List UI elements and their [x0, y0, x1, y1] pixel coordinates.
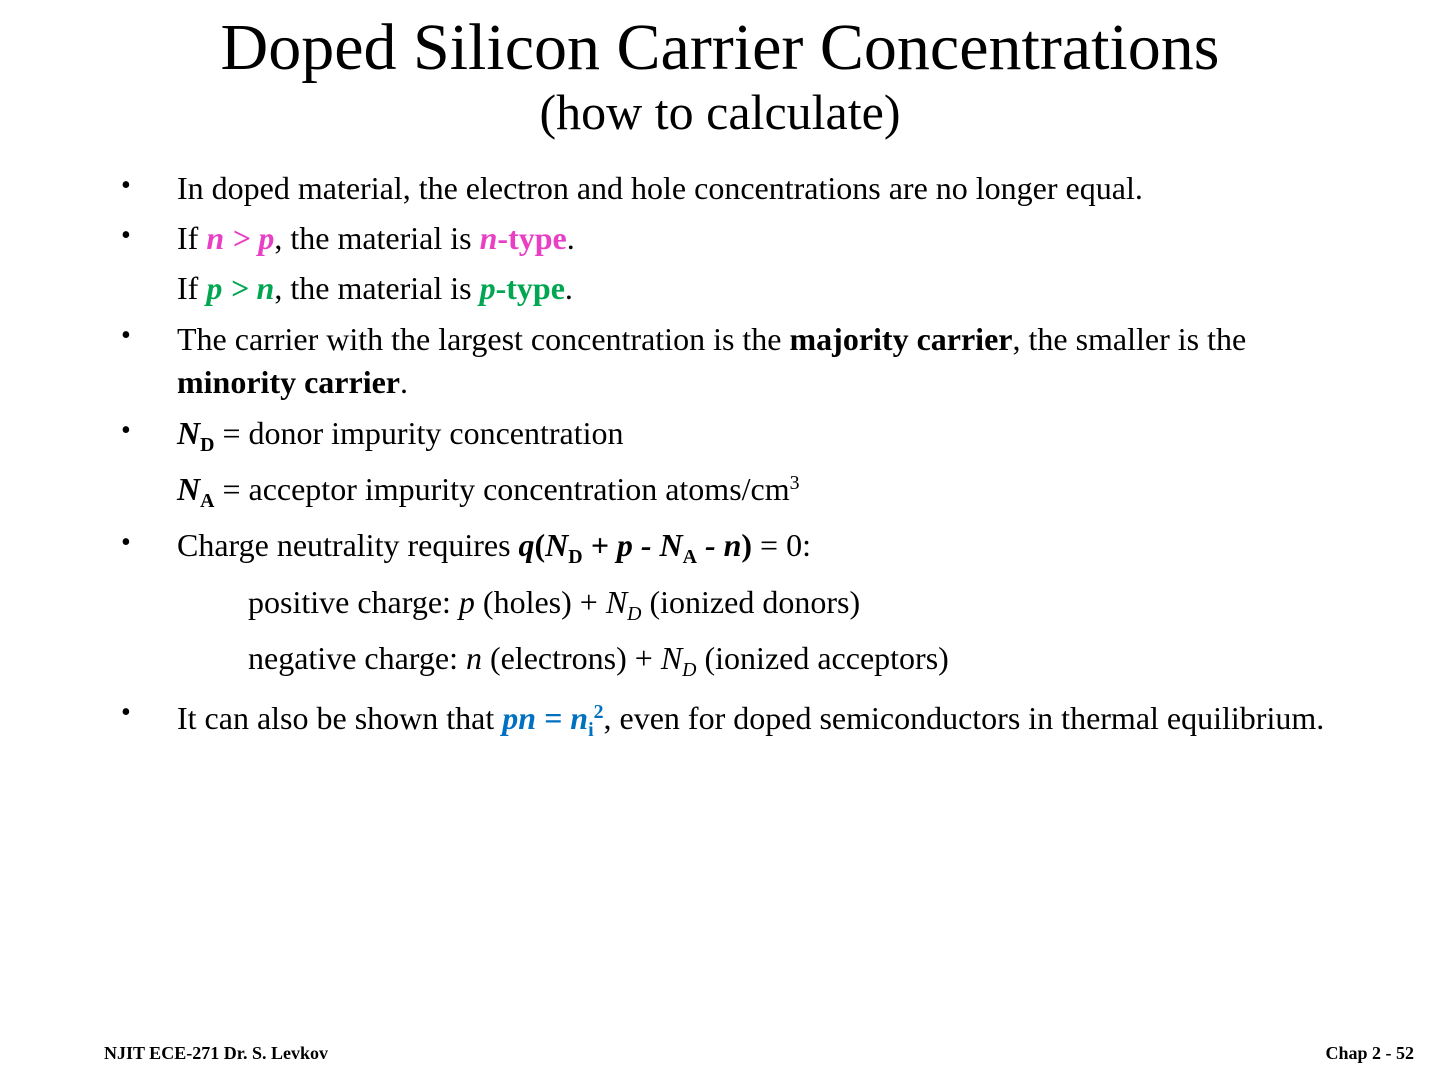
footer-page-number: Chap 2 - 52	[1325, 1043, 1414, 1063]
na-subscript: A	[200, 489, 215, 512]
nd-symbol: N	[660, 640, 683, 676]
ni-exponent: 2	[593, 701, 604, 724]
bullet-text-majority-minority	[177, 318, 1357, 404]
n-type-letter: n	[479, 220, 498, 256]
bullet-text-mass-action-law	[177, 694, 1327, 742]
paren-open: (	[534, 527, 546, 563]
text-run: In doped material, the electron and hole concentrations are no longer equal.	[177, 170, 1143, 206]
p-type-suffix: -type	[495, 270, 565, 306]
text-run: .	[564, 270, 573, 306]
text-run: It can also be shown that	[177, 700, 503, 736]
text-run: (ionized acceptors)	[696, 640, 949, 676]
line-negative-charge	[248, 638, 949, 681]
line-positive-charge	[248, 582, 861, 625]
text-run: If	[177, 220, 207, 256]
bullet-marker: •	[121, 320, 131, 351]
bullet-text-charge-neutrality	[177, 525, 811, 568]
nd-symbol: N	[177, 415, 201, 451]
line-acceptor-concentration	[177, 469, 800, 512]
bullet-marker: •	[121, 220, 131, 251]
na-subscript: A	[682, 545, 697, 568]
nd-symbol: N	[545, 527, 569, 563]
text-run: Charge neutrality requires	[177, 527, 519, 563]
text-run: = acceptor impurity concentration atoms/cm	[214, 471, 790, 507]
na-symbol: N	[177, 471, 201, 507]
text-run: , the smaller is the	[1012, 321, 1247, 357]
p-greater-n-condition: p > n	[206, 270, 275, 306]
n-type-suffix: -type	[497, 220, 567, 256]
minority-carrier-term: minority carrier	[177, 364, 400, 400]
n-variable: n	[465, 640, 482, 676]
text-run: , even for doped semiconductors in thermal equilibrium.	[603, 700, 1325, 736]
nd-subscript: D	[627, 602, 642, 625]
pn-equals-ni-equation: pn = n	[502, 700, 589, 736]
text-run: (electrons) +	[481, 640, 661, 676]
nd-subscript: D	[200, 433, 215, 456]
text-run: The carrier with the largest concentration is the	[177, 321, 790, 357]
na-symbol: N	[659, 527, 683, 563]
p-variable: p	[458, 584, 475, 620]
text-run: negative charge:	[248, 640, 466, 676]
ni-subscript: i	[588, 718, 594, 741]
n-greater-p-condition: n > p	[206, 220, 275, 256]
nd-subscript: D	[682, 658, 697, 681]
cm-exponent: 3	[789, 472, 800, 495]
text-run: .	[566, 220, 575, 256]
plus-p-term: + p -	[582, 527, 660, 563]
text-run: (ionized donors)	[641, 584, 861, 620]
bullet-marker: •	[121, 697, 131, 728]
slide-subtitle: (how to calculate)	[539, 84, 901, 140]
minus-n-term: - n	[696, 527, 742, 563]
paren-close: )	[741, 527, 753, 563]
footer-course-author: NJIT ECE-271 Dr. S. Levkov	[104, 1043, 329, 1063]
text-run: If	[177, 270, 207, 306]
text-run: (holes) +	[474, 584, 606, 620]
line-p-type	[177, 268, 573, 308]
text-run: .	[400, 364, 408, 400]
text-run: = donor impurity concentration	[214, 415, 624, 451]
bullet-marker: •	[121, 527, 131, 558]
text-run: positive charge:	[248, 584, 459, 620]
slide-title: Doped Silicon Carrier Concentrations	[220, 11, 1220, 84]
majority-carrier-term: majority carrier	[789, 321, 1013, 357]
q-symbol: q	[518, 527, 535, 563]
text-run: , the material is	[274, 270, 480, 306]
p-type-letter: p	[479, 270, 496, 306]
bullet-text-n-type	[177, 218, 575, 258]
bullet-marker: •	[121, 170, 131, 201]
nd-symbol: N	[605, 584, 628, 620]
bullet-marker: •	[121, 415, 131, 446]
nd-subscript: D	[568, 545, 583, 568]
bullet-text-unequal-concentrations	[177, 168, 1143, 208]
text-run: = 0:	[752, 527, 811, 563]
bullet-text-donor-concentration	[177, 413, 624, 456]
text-run: , the material is	[274, 220, 480, 256]
